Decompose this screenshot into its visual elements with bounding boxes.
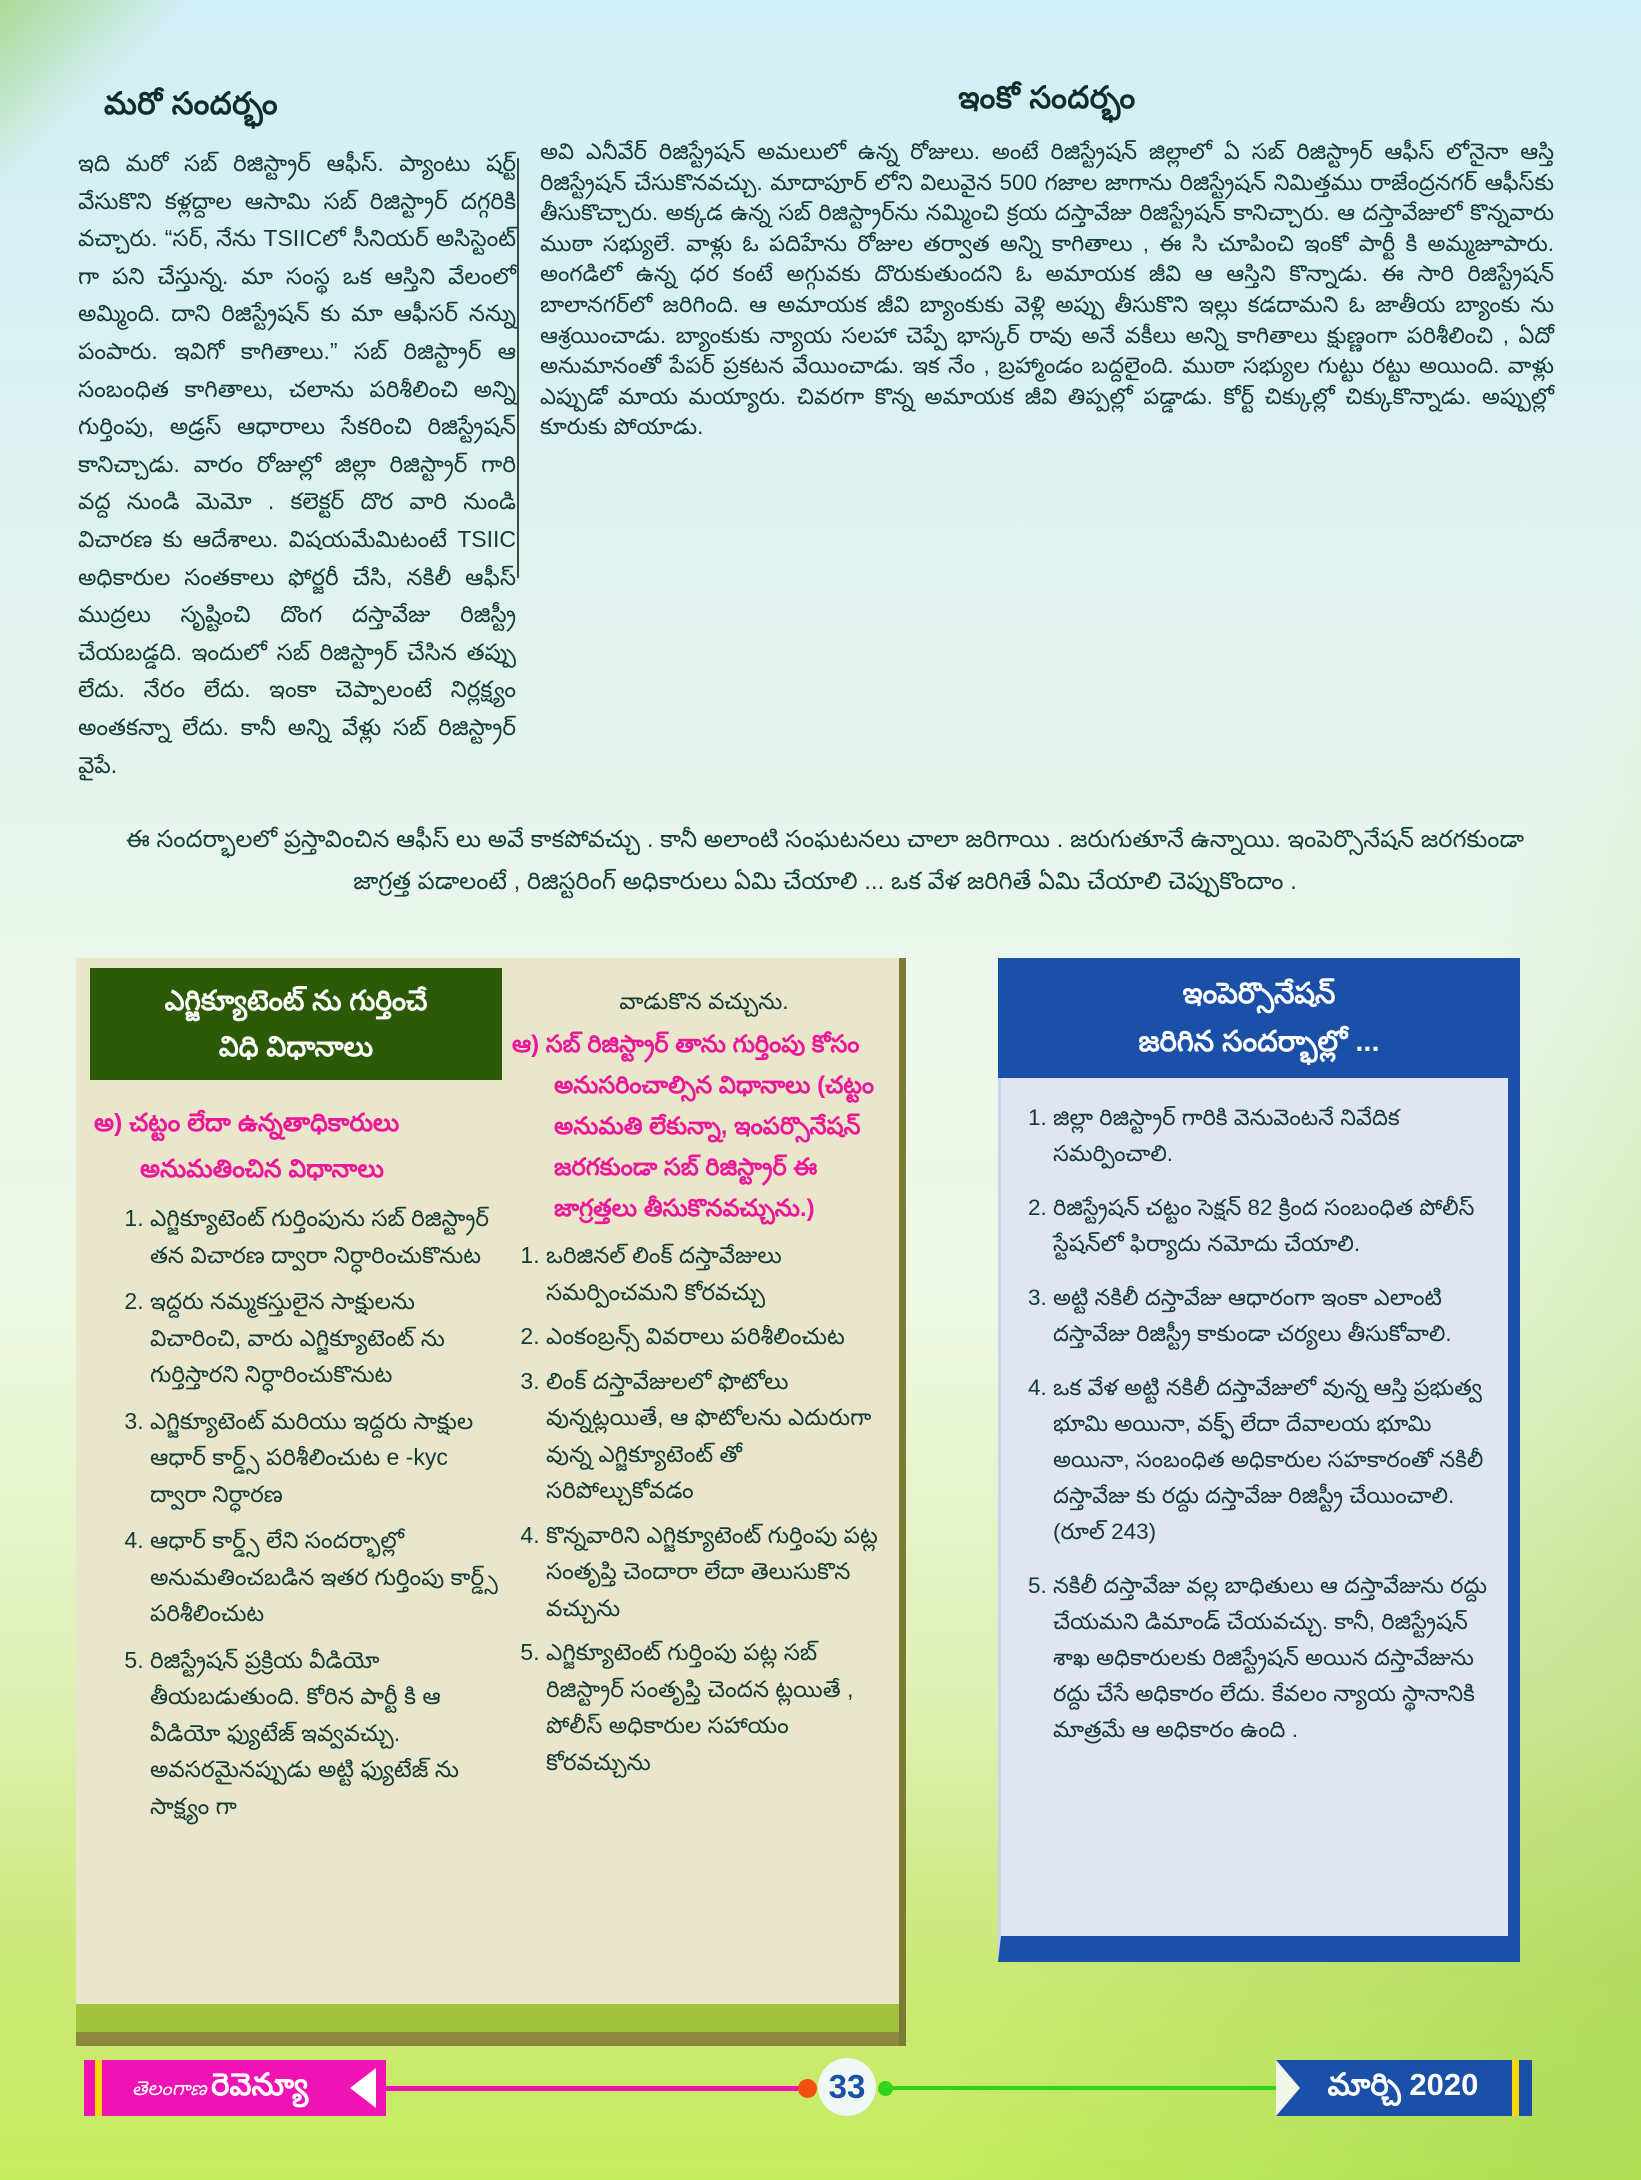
impersonation-box bbox=[998, 958, 1520, 1962]
procedures-header-line2: విధి విధానాలు bbox=[218, 1031, 374, 1062]
impersonation-header bbox=[998, 958, 1520, 1078]
column-divider bbox=[517, 158, 519, 578]
impersonation-body bbox=[998, 1078, 1520, 1962]
procedures-box-content bbox=[76, 958, 899, 2004]
impersonation-header-line2: జరిగిన సందర్భాల్లో ... bbox=[1138, 1026, 1380, 1058]
list-item: 3. అట్టి నకిలీ దస్తావేజు ఆధారంగా ఇంకా ఎలాంటి దస్తావేజు రిజిస్ట్రీ కాకుండా చర్యలు తీసుకోవాలి. bbox=[1053, 1280, 1494, 1352]
left-arrow-icon bbox=[350, 2068, 376, 2108]
procedures-column-a bbox=[90, 968, 502, 1980]
brand-text bbox=[132, 2067, 338, 2110]
brand-name: రెవెన్యూ bbox=[211, 2066, 309, 2102]
story-right-title: ఇంకో సందర్భం bbox=[958, 80, 1136, 115]
list-item: 5. ఎగ్జిక్యూటెంట్ గుర్తింపు పట్ల సబ్ రిజిస్ట్రార్ సంతృప్తి చెందన ట్లయితే , పోలీస్ అధికారుల సహాయం కోరవచ్చును bbox=[546, 1634, 896, 1780]
page-footer bbox=[0, 2056, 1641, 2122]
list-item: 5. నకిలీ దస్తావేజు వల్ల బాధితులు ఆ దస్తావేజును రద్దు చేయమని డిమాండ్ చేయవచ్చు. కానీ, రిజిస్ట్రేషన్ శాఖ అధికారులకు రిజిస్ట్రేషన్ అయిన దస్తావేజును రద్దు చేసే అధికారం లేదు. కేవలం న్యాయ స్థానానికి మాత్రమే ఆ అధికారం ఉంది . bbox=[1053, 1568, 1494, 1748]
procedures-subhead-a: అ) చట్టం లేదా ఉన్నతాధికారులు అనుమతించిన విధానాలు bbox=[94, 1109, 400, 1183]
list-item: 4. ఒక వేళ అట్టి నకిలీ దస్తావేజులో వున్న ఆస్తి ప్రభుత్వ భూమి అయినా, వక్ఫ్ లేదా దేవాలయ భూమి అయినా, సంబంధిత అధికారుల సహకారంతో నకిలీ దస్తావేజు కు రద్దు దస్తావేజు రిజిస్ట్రీ చేయించాలి. (రూల్ 243) bbox=[1053, 1370, 1494, 1550]
issue-date: మార్చి 2020 bbox=[1327, 2066, 1479, 2102]
intro-note: ఈ సందర్భాలలో ప్రస్తావించిన ఆఫీస్ లు అవే కాకపోవచ్చు . కానీ అలాంటి సంఘటనలు చాలా జరిగాయి . జరుగుతూనే ఉన్నాయి. ఇంపెర్సొనేషన్ జరగకుండా జాగ్రత్త పడాలంటే , రిజిస్టరింగ్ అధికారులు ఏమి చేయాలి ... ఒక వేళ జరిగితే ఏమి చేయాలి చెప్పుకొందాం . bbox=[126, 826, 1524, 895]
list-item: 1. ఎగ్జిక్యూటెంట్ గుర్తింపును సబ్ రిజిస్ట్రార్ తన విచారణ ద్వారా నిర్ధారించుకొనుట bbox=[150, 1200, 502, 1273]
right-chevron-icon bbox=[1276, 2060, 1300, 2116]
story-right-body: అవి ఎనీవేర్ రిజిస్ట్రేషన్ అమలులో ఉన్న రోజులు. అంటే రిజిస్ట్రేషన్ జిల్లాలో ఏ సబ్ రిజిస్ట్రార్ ఆఫీస్ లోనైనా ఆస్తి రిజిస్ట్రేషన్ చేసుకొనవచ్చు. మాదాపూర్ లోని విలువైన 500 గజాల జాగాను రిజిస్ట్రేషన్ నిమిత్తము రాజేంద్రనగర్ ఆఫీస్‌కు తీసుకొచ్చారు. అక్కడ ఉన్న సబ్ రిజిస్ట్రార్‌ను నమ్మించి క్రయ దస్తావేజు రిజిస్ట్రేషన్ కానిచ్చారు. ఆ దస్తావేజులో కొన్నవారు ముఠా సభ్యులే. వాళ్లు ఓ పదిహేను రోజుల తర్వాత అన్ని కాగితాలు , ఈ సి చూపించి ఇంకో పార్టీ కి అమ్మజూపారు. అంగడిలో ఉన్న ధర కంటే అగ్గువకు దొరుకుతుందని ఓ అమాయక జీవి ఆ ఆస్తిని కొన్నాడు. ఈ సారి రిజిస్ట్రేషన్ బాలానగర్‌లో జరిగింది. ఆ అమాయక జీవి బ్యాంకుకు వెళ్లి అప్పు తీసుకొని ఇల్లు కడదామని ఓ జాతీయ బ్యాంకు ను ఆశ్రయించాడు. బ్యాంకుకు న్యాయ సలహా చెప్పే భాస్కర్ రావు అనే వకీలు అన్ని కాగితాలు క్షుణ్ణంగా పరిశీలించి , ఏదో అనుమానంతో పేపర్ ప్రకటన వేయించాడు. ఇక నేం , బ్రహ్మాండం బద్దలైంది. ముఠా సభ్యుల గుట్టు రట్టు అయింది. వాళ్లు ఎప్పుడో మాయ మయ్యారు. చివరగా కొన్న అమాయక జీవి తిప్పల్లో పడ్డాడు. కోర్ట్ చిక్కుల్లో చిక్కుకొన్నాడు. అప్పుల్లో కూరుకు పోయాడు. bbox=[540, 139, 1554, 440]
box-bottom-green-strip bbox=[76, 2004, 899, 2032]
approved-methods-list bbox=[90, 1200, 502, 1824]
brand-yellow-stripe bbox=[95, 2060, 102, 2116]
footer-orange-dot bbox=[798, 2079, 817, 2098]
list-item: 2. ఇద్దరు నమ్మకస్తులైన సాక్షులను విచారించి, వారు ఎగ్జిక్యూటెంట్ ను గుర్తిస్తారని నిర్ధారించుకొనుట bbox=[150, 1283, 502, 1393]
date-yellow-stripe bbox=[1512, 2060, 1519, 2116]
brand-prefix: తెలంగాణ bbox=[131, 2077, 207, 2100]
procedures-header-line1: ఎగ్జిక్యూటెంట్ ను గుర్తించే bbox=[164, 985, 428, 1016]
list-item: 2. ఎంకంబ్రన్స్ వివరాలు పరిశీలించుట bbox=[546, 1318, 896, 1355]
story-right bbox=[540, 80, 1554, 443]
continuation-line: వాడుకొన వచ్చును. bbox=[619, 988, 789, 1014]
box-bottom-olive-strip bbox=[76, 2032, 899, 2046]
footer-brand-banner bbox=[84, 2060, 386, 2116]
list-item: 3. లింక్ దస్తావేజులలో ఫొటోలు వున్నట్లయితే, ఆ ఫొటోలను ఎదురుగా వున్న ఎగ్జిక్యూటెంట్ తో సరిపోల్చుకోవడం bbox=[546, 1363, 896, 1509]
list-item: 1. జిల్లా రిజిస్ట్రార్ గారికి వెనువెంటనే నివేదిక సమర్పించాలి. bbox=[1053, 1100, 1494, 1172]
story-left-body: ఇది మరో సబ్ రిజిస్ట్రార్ ఆఫీస్. ప్యాంటు షర్ట్ వేసుకొని కళ్లద్దాల ఆసామి సబ్ రిజిస్ట్రార్ దగ్గరికి వచ్చారు. “సర్, నేను TSIICలో సీనియర్ అసిస్టెంట్ గా పని చేస్తున్న. మా సంస్థ ఒక ఆస్తిని వేలంలో అమ్మింది. దాని రిజిస్ట్రేషన్ కు మా ఆఫీసర్ నన్ను పంపారు. ఇవిగో కాగితాలు.” సబ్ రిజిస్ట్రార్ ఆ సంబంధిత కాగితాలు, చలాను పరిశీలించి అన్ని గుర్తింపు, అడ్రస్ ఆధారాలు సేకరించి రిజిస్ట్రేషన్ కానిచ్చాడు. వారం రోజుల్లో జిల్లా రిజిస్ట్రార్ గారి వద్ద నుండి మెమో . కలెక్టర్ దొర వారి నుండి విచారణ కు ఆదేశాలు. విషయమేమిటంటే TSIIC అధికారుల సంతకాలు ఫోర్జరీ చేసి, నకిలీ ఆఫీస్ ముద్రలు సృష్టించి దొంగ దస్తావేజు రిజిస్ట్రీ చేయబడ్డది. ఇందులో సబ్ రిజిస్ట్రార్ చేసిన తప్పు లేదు. నేరం లేదు. ఇంకా చెప్పాలంటే నిర్లక్ష్యం అంతకన్నా లేదు. కానీ అన్ని వేళ్లు సబ్ రిజిస్ట్రార్ వైపే. bbox=[78, 150, 516, 778]
procedures-header bbox=[90, 968, 502, 1080]
list-item: 4. కొన్నవారిని ఎగ్జిక్యూటెంట్ గుర్తింపు పట్ల సంతృప్తి చెందారా లేదా తెలుసుకొన వచ్చును bbox=[546, 1517, 896, 1627]
list-item: 1. ఒరిజినల్ లింక్ దస్తావేజులు సమర్పించమని కోరవచ్చు bbox=[546, 1237, 896, 1310]
story-left bbox=[78, 86, 516, 784]
procedures-subhead-aa: ఆ) సబ్ రిజిస్ట్రార్ తాను గుర్తింపు కోసం అనుసరించాల్సిన విధానాలు (చట్టం అనుమతి లేకున్నా, ఇంపర్సొనేషన్ జరగకుండా సబ్ రిజిస్ట్రార్ ఈ జాగ్రత్తలు తీసుకొనవచ్చును.) bbox=[512, 1031, 875, 1222]
list-item: 2. రిజిస్ట్రేషన్ చట్టం సెక్షన్ 82 క్రింద సంబంధిత పోలీస్ స్టేషన్‌లో ఫిర్యాదు నమోదు చేయాలి. bbox=[1053, 1190, 1494, 1262]
story-left-title: మరో సందర్భం bbox=[104, 86, 279, 121]
list-item: 3. ఎగ్జిక్యూటెంట్ మరియు ఇద్దరు సాక్షుల ఆధార్ కార్డ్స్ పరిశీలించుట e -kyc ద్వారా నిర్ధారణ bbox=[150, 1403, 502, 1513]
list-item: 5. రిజిస్ట్రేషన్ ప్రక్రియ వీడియో తీయబడుతుంది. కోరిన పార్టీ కి ఆ వీడియో ఫ్యుటేజ్ ఇవ్వవచ్చు. అవసరమైనప్పుడు అట్టి ఫ్యుటేజ్ ను సాక్ష్యం గా bbox=[150, 1642, 502, 1825]
procedures-column-b bbox=[512, 968, 896, 1980]
page-number-badge: 33 bbox=[818, 2058, 876, 2116]
impersonation-header-line1: ఇంపెర్సొనేషన్ bbox=[1182, 978, 1336, 1010]
sr-precautions-list bbox=[512, 1237, 896, 1780]
procedures-box bbox=[76, 958, 906, 2046]
footer-magenta-line bbox=[386, 2086, 800, 2091]
footer-green-line bbox=[890, 2086, 1276, 2090]
impersonation-steps-list bbox=[1011, 1100, 1494, 1748]
list-item: 4. ఆధార్ కార్డ్స్ లేని సందర్భాల్లో అనుమతించబడిన ఇతర గుర్తింపు కార్డ్స్ పరిశీలించుట bbox=[150, 1522, 502, 1632]
footer-date-banner bbox=[1276, 2060, 1532, 2116]
